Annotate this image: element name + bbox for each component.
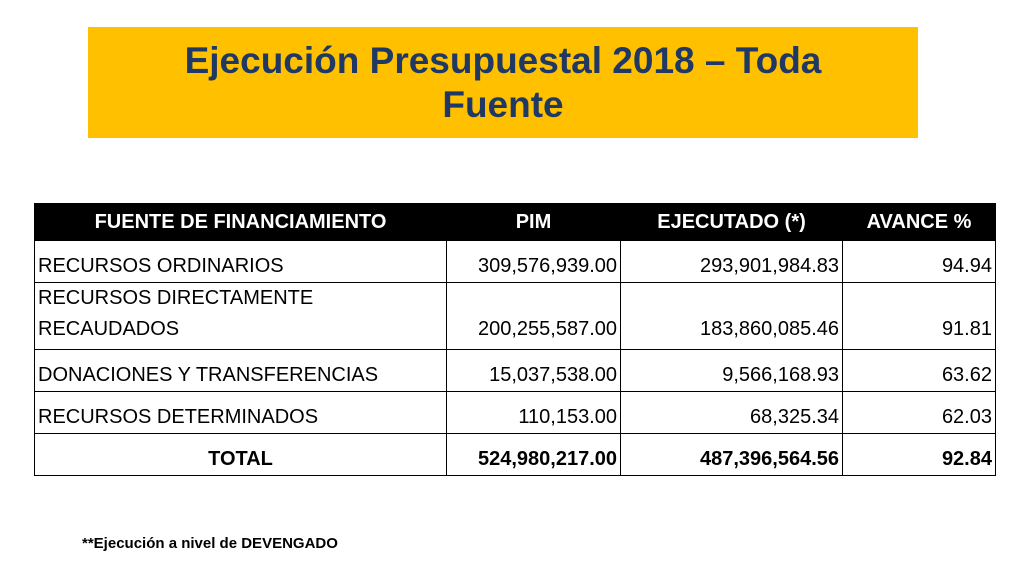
header-pim: PIM	[447, 204, 621, 241]
header-ejecutado: EJECUTADO (*)	[621, 204, 843, 241]
table-row	[35, 241, 996, 283]
cell-pim: 309,576,939.00	[447, 241, 621, 283]
budget-table	[34, 203, 996, 476]
cell-fuente: RECURSOS ORDINARIOS	[35, 241, 447, 283]
total-avance: 92.84	[843, 434, 996, 476]
cell-ejecutado: 68,325.34	[621, 392, 843, 434]
cell-avance: 91.81	[843, 283, 996, 350]
cell-avance: 63.62	[843, 350, 996, 392]
table-header-row	[35, 204, 996, 241]
cell-fuente: RECURSOS DIRECTAMENTE RECAUDADOS	[35, 283, 447, 350]
cell-fuente: DONACIONES Y TRANSFERENCIAS	[35, 350, 447, 392]
header-avance: AVANCE %	[843, 204, 996, 241]
cell-pim: 15,037,538.00	[447, 350, 621, 392]
footnote: **Ejecución a nivel de DEVENGADO	[82, 535, 338, 552]
total-label: TOTAL	[35, 434, 447, 476]
cell-fuente: RECURSOS DETERMINADOS	[35, 392, 447, 434]
total-ejecutado: 487,396,564.56	[621, 434, 843, 476]
table-row	[35, 283, 996, 350]
cell-ejecutado: 293,901,984.83	[621, 241, 843, 283]
total-pim: 524,980,217.00	[447, 434, 621, 476]
table-row	[35, 350, 996, 392]
cell-ejecutado: 9,566,168.93	[621, 350, 843, 392]
header-fuente: FUENTE DE FINANCIAMIENTO	[35, 204, 447, 241]
table-row	[35, 392, 996, 434]
cell-pim: 200,255,587.00	[447, 283, 621, 350]
table-total-row	[35, 434, 996, 476]
cell-ejecutado: 183,860,085.46	[621, 283, 843, 350]
cell-avance: 94.94	[843, 241, 996, 283]
page-title: Ejecución Presupuestal 2018 – Toda Fuente	[184, 39, 822, 125]
title-banner	[88, 27, 918, 138]
cell-pim: 110,153.00	[447, 392, 621, 434]
cell-avance: 62.03	[843, 392, 996, 434]
